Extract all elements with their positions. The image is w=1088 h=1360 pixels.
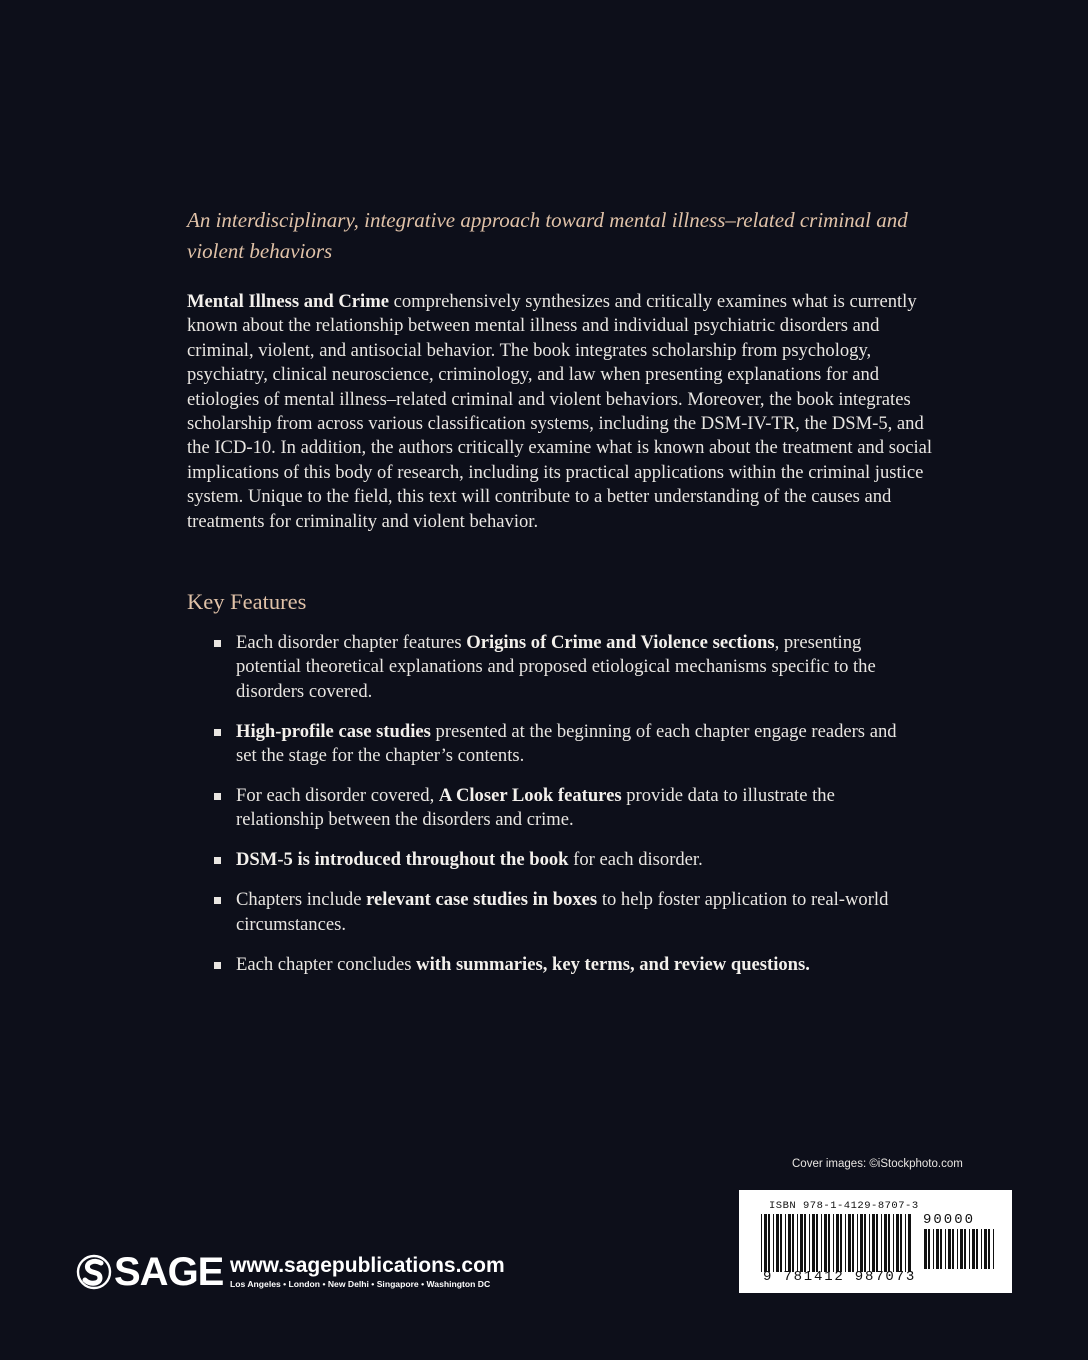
key-features-heading: Key Features — [187, 589, 307, 614]
isbn-label: ISBN 978-1-4129-8707-3 — [769, 1200, 919, 1212]
barcode-digits: 9 781412 987073 — [763, 1269, 917, 1285]
publisher-url[interactable]: www.sagepublications.com — [230, 1254, 505, 1277]
bullet-icon — [214, 640, 221, 647]
publisher-cities: Los Angeles • London • New Delhi • Singapore • Washington DC — [230, 1279, 491, 1289]
sage-emblem-icon — [76, 1252, 112, 1292]
description-text: comprehensively synthesizes and critically examines what is currently known about the relationship between mental illness and individual psychiatric disorders and criminal, violent, and antisocial behavior. The book integrates scholarship from psychology, psychiatry, clinical neuroscience, criminology, and law when presenting explanations for and etiologies of mental illness–related criminal and violent behaviors. Moreover, the book integrates scholarship from across various classification systems, including the DSM-IV-TR, the DSM-5, and the ICD-10. In addition, the authors critically examine what is known about the treatment and social implications of this body of research, including its practical applications within the criminal justice system. Unique to the field, this text will contribute to a better understanding of the causes and treatments for criminality and violent behavior. — [187, 291, 933, 532]
cover-credit: Cover images: ©iStockphoto.com — [792, 1158, 963, 1170]
book-title: Mental Illness and Crime — [187, 291, 389, 312]
price-barcode-icon — [924, 1229, 996, 1287]
feature-item: DSM-5 is introduced throughout the book for each disorder. — [187, 848, 907, 872]
bullet-icon — [214, 962, 221, 969]
feature-item: Each chapter concludes with summaries, key terms, and review questions. — [187, 953, 907, 977]
description-paragraph — [187, 290, 947, 534]
barcode-box — [739, 1190, 1012, 1293]
price-code: 90000 — [923, 1212, 976, 1228]
feature-item: Chapters include relevant case studies in boxes to help foster application to real-world circumstances. — [187, 888, 907, 937]
bullet-icon — [214, 857, 221, 864]
feature-item: Each disorder chapter features Origins of Crime and Violence sections, presenting potential theoretical explanations and proposed etiological mechanisms specific to the disorders covered. — [187, 631, 907, 704]
feature-item: High-profile case studies presented at the beginning of each chapter engage readers and set the stage for the chapter’s contents. — [187, 720, 907, 769]
bullet-icon — [214, 793, 221, 800]
isbn-barcode-icon — [761, 1214, 911, 1272]
publisher-logo — [76, 1252, 223, 1292]
key-features-list — [187, 631, 907, 992]
bullet-icon — [214, 729, 221, 736]
feature-item: For each disorder covered, A Closer Look features provide data to illustrate the relationship between the disorders and crime. — [187, 784, 907, 833]
publisher-logo-text: SAGE — [114, 1250, 224, 1294]
tagline: An interdisciplinary, integrative approach toward mental illness–related criminal and violent behaviors — [187, 208, 908, 263]
bullet-icon — [214, 897, 221, 904]
